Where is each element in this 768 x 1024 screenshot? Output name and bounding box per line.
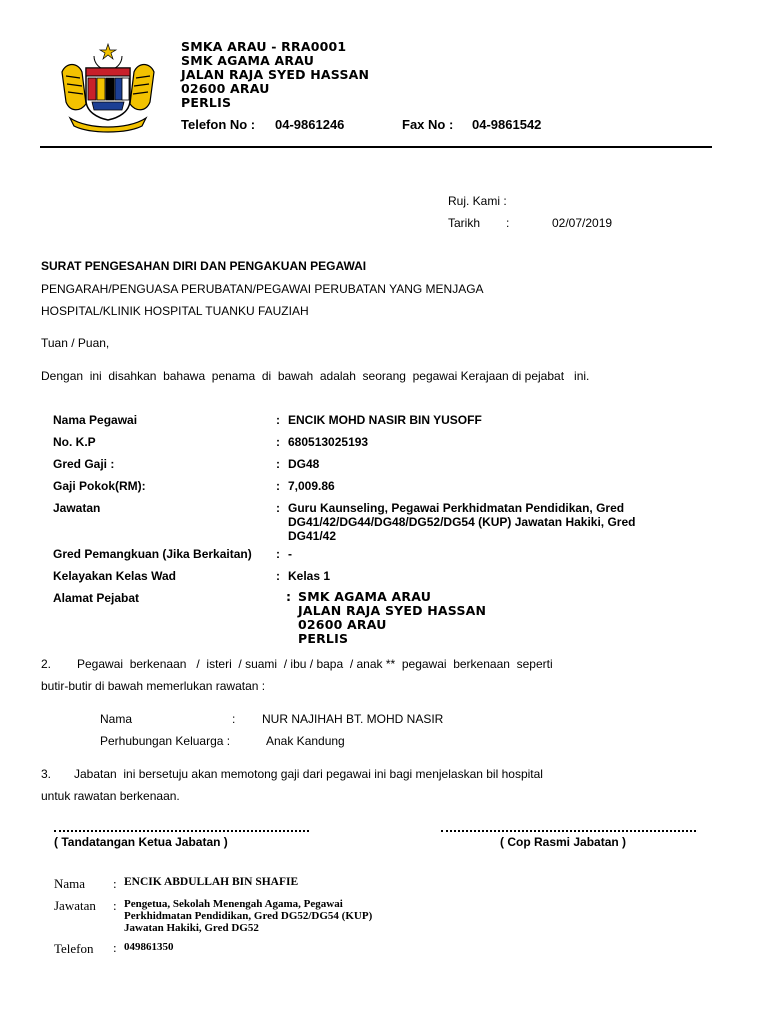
field-colon: : [276,479,280,493]
field-value-post-line-3: DG41/42 [288,529,337,543]
head-name-label: Nama [54,876,86,891]
patient-name-label: Nama [100,712,133,726]
head-post-line-1: Pengetua, Sekolah Menengah Agama, Pegawai [124,898,343,910]
head-post-line-3: Jawatan Hakiki, Gred DG52 [124,922,259,934]
school-street: JALAN RAJA SYED HASSAN [181,67,370,82]
field-label-name: Nama Pegawai [53,413,138,427]
fax-label: Fax No : [402,117,454,132]
field-label-acting-grade: Gred Pemangkuan (Jika Berkaitan) [53,547,252,561]
office-address-line-1: SMK AGAMA ARAU [298,589,432,604]
signature-line [54,830,309,832]
field-colon: : [276,413,280,427]
addressee-line-1: PENGARAH/PENGUASA PERUBATAN/PEGAWAI PERUBATAN YANG MENJAGA [41,282,484,296]
field-colon: : [276,501,280,515]
head-colon: : [113,940,117,955]
section-2-line-1: Pegawai berkenaan / isteri / suami / ibu / bapa / anak ** pegawai berkenaan seperti [77,657,553,671]
patient-name-value: NUR NAJIHAH BT. MOHD NASIR [262,712,444,726]
section-3-line-2: untuk rawatan berkenaan. [41,789,180,803]
header-divider [40,146,712,148]
field-colon: : [276,569,280,583]
head-post-line-2: Perkhidmatan Pendidikan, Gred DG52/DG54 (KUP) [124,910,373,922]
field-value-post-line-1: Guru Kaunseling, Pegawai Perkhidmatan Pendidikan, Gred [288,501,625,515]
head-name-value: ENCIK ABDULLAH BIN SHAFIE [124,876,299,888]
field-value-ic: 680513025193 [288,435,369,449]
date-value: 02/07/2019 [552,216,613,230]
date-colon: : [506,216,510,230]
field-value-salary: 7,009.86 [288,479,335,493]
section-2-line-2: butir-butir di bawah memerlukan rawatan : [41,679,266,693]
head-phone-value: 049861350 [124,941,174,953]
phone-value: 04-9861246 [275,117,345,132]
school-state: PERLIS [181,95,232,110]
field-value-acting-grade: - [288,547,292,561]
salutation: Tuan / Puan, [41,336,110,350]
field-value-post-line-2: DG41/42/DG44/DG48/DG52/DG54 (KUP) Jawatan Hakiki, Gred [288,515,636,529]
field-label-salary: Gaji Pokok(RM): [53,479,146,493]
field-value-name: ENCIK MOHD NASIR BIN YUSOFF [288,413,482,427]
head-phone-label: Telefon [54,941,94,956]
office-address-line-3: 02600 ARAU [298,617,387,632]
field-label-grade: Gred Gaji : [53,457,115,471]
office-address-line-2: JALAN RAJA SYED HASSAN [298,603,487,618]
field-label-post: Jawatan [53,501,101,515]
school-postcode-city: 02600 ARAU [181,81,270,96]
ruj-label: Ruj. Kami : [448,194,507,208]
head-colon: : [113,876,117,891]
coat-of-arms-icon [56,42,160,134]
stamp-caption: ( Cop Rasmi Jabatan ) [500,835,627,849]
school-code: SMKA ARAU - RRA0001 [181,39,347,54]
field-label-ic: No. K.P [53,435,96,449]
relation-value: Anak Kandung [266,734,345,748]
patient-name-colon: : [232,712,236,726]
intro-text: Dengan ini disahkan bahawa penama di bawah adalah seorang pegawai Kerajaan di pejabat ini. [41,369,590,383]
signature-caption: ( Tandatangan Ketua Jabatan ) [54,835,228,849]
school-name: SMK AGAMA ARAU [181,53,315,68]
relation-label: Perhubungan Keluarga : [100,734,231,748]
phone-label: Telefon No : [181,117,256,132]
date-label: Tarikh [448,216,481,230]
field-label-office-address: Alamat Pejabat [53,591,140,605]
head-colon: : [113,898,117,913]
field-colon: : [276,547,280,561]
fax-value: 04-9861542 [472,117,542,132]
letter-title: SURAT PENGESAHAN DIRI DAN PENGAKUAN PEGAWAI [41,259,367,273]
field-colon: : [286,589,292,604]
addressee-line-2: HOSPITAL/KLINIK HOSPITAL TUANKU FAUZIAH [41,304,309,318]
head-post-label: Jawatan [54,898,96,913]
field-value-ward-class: Kelas 1 [288,569,331,583]
field-colon: : [276,435,280,449]
stamp-line [441,830,696,832]
section-2-number: 2. [41,657,52,671]
office-address-line-4: PERLIS [298,631,349,646]
field-colon: : [276,457,280,471]
field-value-grade: DG48 [288,457,320,471]
section-3-line-1: Jabatan ini bersetuju akan memotong gaji dari pegawai ini bagi menjelaskan bil hospital [74,767,543,781]
section-3-number: 3. [41,767,52,781]
field-label-ward-class: Kelayakan Kelas Wad [53,569,176,583]
